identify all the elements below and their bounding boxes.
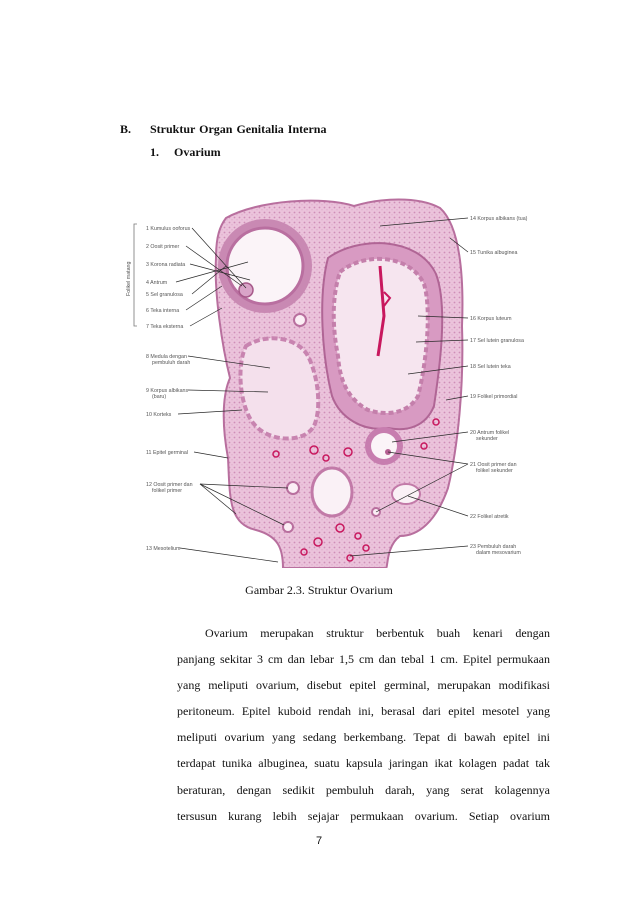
page-number: 7 xyxy=(315,835,323,847)
label-sel-lutein-teka: 18 Sel lutein teka xyxy=(470,364,511,370)
figure-caption: Gambar 2.3. Struktur Ovarium xyxy=(245,583,393,597)
label-sel-granulosa: 5 Sel granulosa xyxy=(146,292,183,298)
label-medula: 8 Medula dengan xyxy=(146,354,187,360)
section-letter: B. xyxy=(120,122,132,136)
label-folikel-atretik: 22 Folikel atretik xyxy=(470,514,509,520)
label-antrum-sekunder-cont: sekunder xyxy=(476,436,498,442)
paragraph-line: meliputi ovarium yang sedang berkembang. Tepat di bawah epitel ini xyxy=(177,730,550,745)
label-mesotelium: 13 Mesotelium xyxy=(146,546,181,552)
paragraph-line: Ovarium merupakan struktur berbentuk buah kenari dengan xyxy=(205,626,550,640)
bracket-label: Folikel matang xyxy=(126,261,132,296)
label-oosit-folikel-sekunder: 21 Oosit primer dan xyxy=(470,462,517,468)
paragraph-line: terdapat tunika albuginea, suatu kapsula jaringan ikat kolagen padat tak xyxy=(177,756,550,771)
label-korpus-luteum: 16 Korpus luteum xyxy=(470,316,512,322)
paragraph-line: yang meliputi ovarium, disebut epitel germinal, merupakan modifikasi xyxy=(177,678,550,693)
label-pembuluh-darah-cont: dalam mesovarium xyxy=(476,550,521,556)
label-oosit-primer: 2 Oosit primer xyxy=(146,244,180,250)
label-teka-eksterna: 7 Teka eksterna xyxy=(146,324,184,330)
body-paragraph xyxy=(177,620,550,829)
label-korpus-albikans-baru: 9 Korpus albikans xyxy=(146,388,189,394)
label-tunika-albuginea: 15 Tunika albuginea xyxy=(470,250,518,256)
atretic-follicle xyxy=(312,468,352,516)
corpus-albicans xyxy=(240,338,318,438)
ovary-histology-figure xyxy=(118,196,564,568)
label-antrum: 4 Antrum xyxy=(146,280,168,286)
label-medula-cont: pembuluh darah xyxy=(152,360,191,366)
subsection-title: Ovarium xyxy=(174,145,221,159)
label-kumulus: 1 Kumulus ooforus xyxy=(146,226,191,232)
label-pembuluh-darah: 23 Pembuluh darah xyxy=(470,544,517,550)
subsection-number: 1. xyxy=(150,145,159,159)
paragraph-line: panjang sekitar 3 cm dan lebar 1,5 cm dan tebal 1 cm. Epitel permukaan xyxy=(177,652,550,667)
label-epitel-germinal: 11 Epitel germinal xyxy=(146,450,189,456)
paragraph-line: tersusun kurang lebih sejajar permukaan ovarium. Setiap ovarium xyxy=(177,808,550,823)
label-sel-lutein-granulosa: 17 Sel lutein granulosa xyxy=(470,338,524,344)
label-oosit-folikel-primer: 12 Oosit primer dan xyxy=(146,482,193,488)
label-oosit-folikel-sekunder-cont: folikel sekunder xyxy=(476,468,513,474)
label-oosit-folikel-primer-cont: folikel primer xyxy=(152,488,183,494)
label-korpus-albikans-baru-cont: (baru) xyxy=(152,394,167,400)
label-folikel-primordial: 19 Folikel primordial xyxy=(470,394,518,400)
label-korona-radiata: 3 Korona radiata xyxy=(146,262,186,268)
label-korpus-albikans-tua: 14 Korpus albikans (tua) xyxy=(470,216,528,222)
paragraph-line: peritoneum. Epitel kuboid rendah ini, berasal dari epitel mesotel yang xyxy=(177,704,550,719)
paragraph-line: beraturan, dengan sedikit pembuluh darah, yang serat kolagennya xyxy=(177,782,550,797)
label-antrum-sekunder: 20 Antrum folikel xyxy=(470,430,510,436)
label-teka-interna: 6 Teka interna xyxy=(146,308,180,314)
section-title: Struktur Organ Genitalia Interna xyxy=(150,122,327,136)
label-korteks: 10 Korteks xyxy=(146,412,172,418)
